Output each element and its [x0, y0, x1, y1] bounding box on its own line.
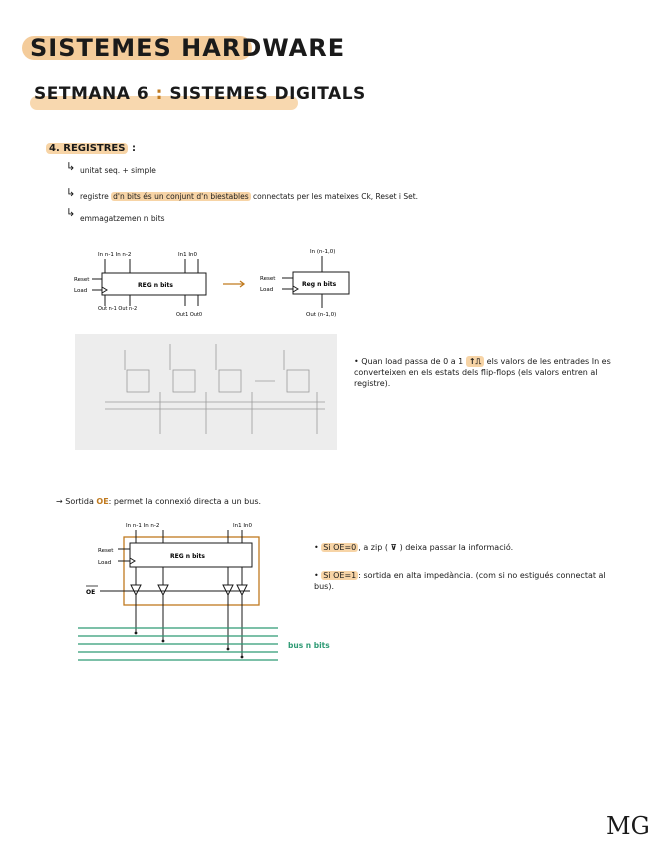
section-heading: [46, 143, 136, 154]
note-arrow-icon: ↳: [66, 186, 76, 199]
oe-in-left: In n-1 In n-2: [126, 523, 160, 529]
oe-highlight-frame: [124, 537, 259, 605]
rising-edge-icon: ↑⎍: [466, 356, 484, 367]
oe-reset: Reset: [98, 548, 114, 554]
diagram1-box2-label: Reg n bits: [302, 281, 337, 288]
oe-heading: → Sortida OE: permet la connexió directa a un bus.: [56, 497, 262, 506]
oe-bullet-2: • Si OE=1 : sortida en alta impedància. (com si no estigués connectat al bus).: [314, 571, 606, 591]
author-signature: MG: [606, 812, 650, 840]
oe-load: Load: [98, 560, 112, 566]
buffer-icon: ⊽: [390, 543, 398, 552]
load-note: • Quan load passa de 0 a 1 ↑⎍ els valors de les entrades In es converteixen en els estats dels flip-flops (els valors entren al registre).: [354, 357, 611, 388]
register-diagram: [60, 240, 370, 324]
note-arrow-icon: ↳: [66, 160, 76, 173]
diagram1-out-right: Out1 Out0: [176, 312, 203, 318]
diagram1-out2: Out (n-1,0): [306, 312, 337, 318]
week-label: SETMANA 6: [34, 84, 150, 104]
diagram1-box-label: REG n bits: [138, 282, 173, 289]
note-item-2: registre d'n bits és un conjunt d'n biestables connectats per les mateixes Ck, Reset i Set.: [80, 192, 419, 201]
diagram1-in2: In (n-1,0): [310, 249, 336, 255]
note-item-3: emmagatzemen n bits: [80, 214, 165, 223]
oe-bullet-1: • Si OE=0 , a zip ( ⊽ ) deixa passar la informació.: [314, 543, 514, 552]
diagram1-load2: Load: [260, 287, 274, 293]
section-suffix: :: [131, 143, 136, 154]
week-topic: SISTEMES DIGITALS: [169, 84, 366, 104]
diagram1-reset: Reset: [74, 277, 90, 283]
week-separator: :: [155, 84, 163, 104]
note-arrow-icon: ↳: [66, 206, 76, 219]
week-heading: [34, 84, 366, 104]
diagram1-out-left: Out n-1 Out n-2: [98, 306, 138, 312]
section-number: 4. REGISTRES: [46, 143, 128, 154]
note-item-1: unitat seq. + simple: [80, 166, 156, 175]
diagram1-in-right: In1 In0: [178, 252, 197, 258]
diagram1-reset2: Reset: [260, 276, 276, 282]
flip-flop-schematic-image: [75, 334, 337, 450]
diagram1-in-left: In n-1 In n-2: [98, 252, 132, 258]
oe-box-label: REG n bits: [170, 553, 205, 560]
oe-in-right: In1 In0: [233, 523, 252, 529]
bus-label: bus n bits: [288, 641, 330, 650]
page-title: SISTEMES HARDWARE: [30, 34, 346, 62]
oe-bar-label: OE: [86, 589, 96, 596]
diagram1-load: Load: [74, 288, 88, 294]
